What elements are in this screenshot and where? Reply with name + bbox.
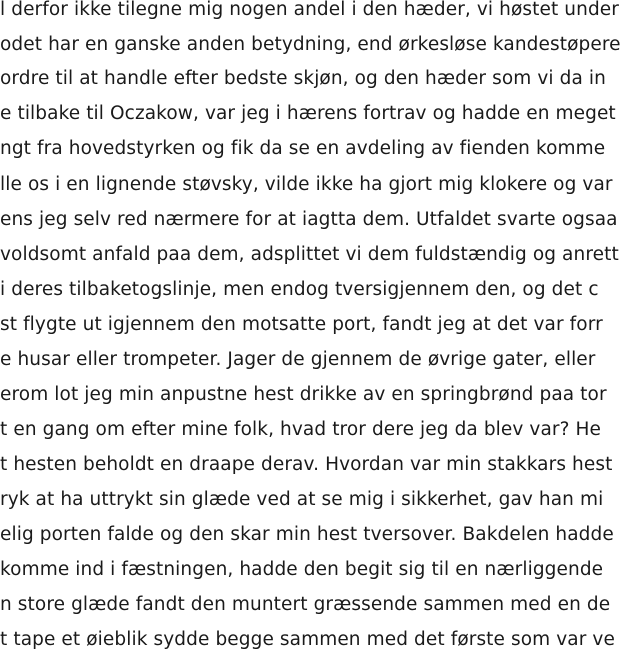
text-line: n store glæde fandt den muntert græssende sammen med en de (0, 594, 611, 615)
text-line: e tilbake til Oczakow, var jeg i hærens fortrav og hadde en meget (0, 103, 616, 124)
text-line: e husar eller trompeter. Jager de gjennem de øvrige gater, eller (0, 349, 596, 370)
text-line: ordre til at handle efter bedste skjøn, og den hæder som vi da in (0, 68, 606, 89)
text-line: lle os i en lignende støvsky, vilde ikke ha gjort mig klokere og var (0, 174, 613, 195)
text-line: t tape et øieblik sydde begge sammen med det første som var ve (0, 629, 615, 650)
text-line: t hesten beholdt en draape derav. Hvordan var min stakkars hest (0, 454, 613, 475)
text-line: odet har en ganske anden betydning, end ørkesløse kandestøpere (0, 34, 621, 55)
text-line: voldsomt anfald paa dem, adsplittet vi dem fuldstændig og anrett (0, 244, 619, 265)
text-line: komme ind i fæstningen, hadde den begit sig til en nærliggende (0, 559, 604, 580)
text-line: st flygte ut igjennem den motsatte port, fandt jeg at det var forr (0, 314, 603, 335)
text-line: l derfor ikke tilegne mig nogen andel i den hæder, vi høstet under (0, 0, 619, 20)
text-line: ens jeg selv red nærmere for at iagtta dem. Utfaldet svarte ogsaa (0, 209, 618, 230)
text-line: erom lot jeg min anpustne hest drikke av en springbrønd paa tor (0, 384, 607, 405)
text-line: i deres tilbaketogslinje, men endog tversigjennem den, og det c (0, 279, 599, 300)
text-line: elig porten falde og den skar min hest tversover. Bakdelen hadde (0, 524, 614, 545)
text-line: ngt fra hovedstyrken og fik da se en avdeling av fienden komme (0, 138, 606, 159)
text-line: t en gang om efter mine folk, hvad tror dere jeg da blev var? He (0, 419, 602, 440)
text-line: ryk at ha uttrykt sin glæde ved at se mig i sikkerhet, gav han mi (0, 489, 604, 510)
